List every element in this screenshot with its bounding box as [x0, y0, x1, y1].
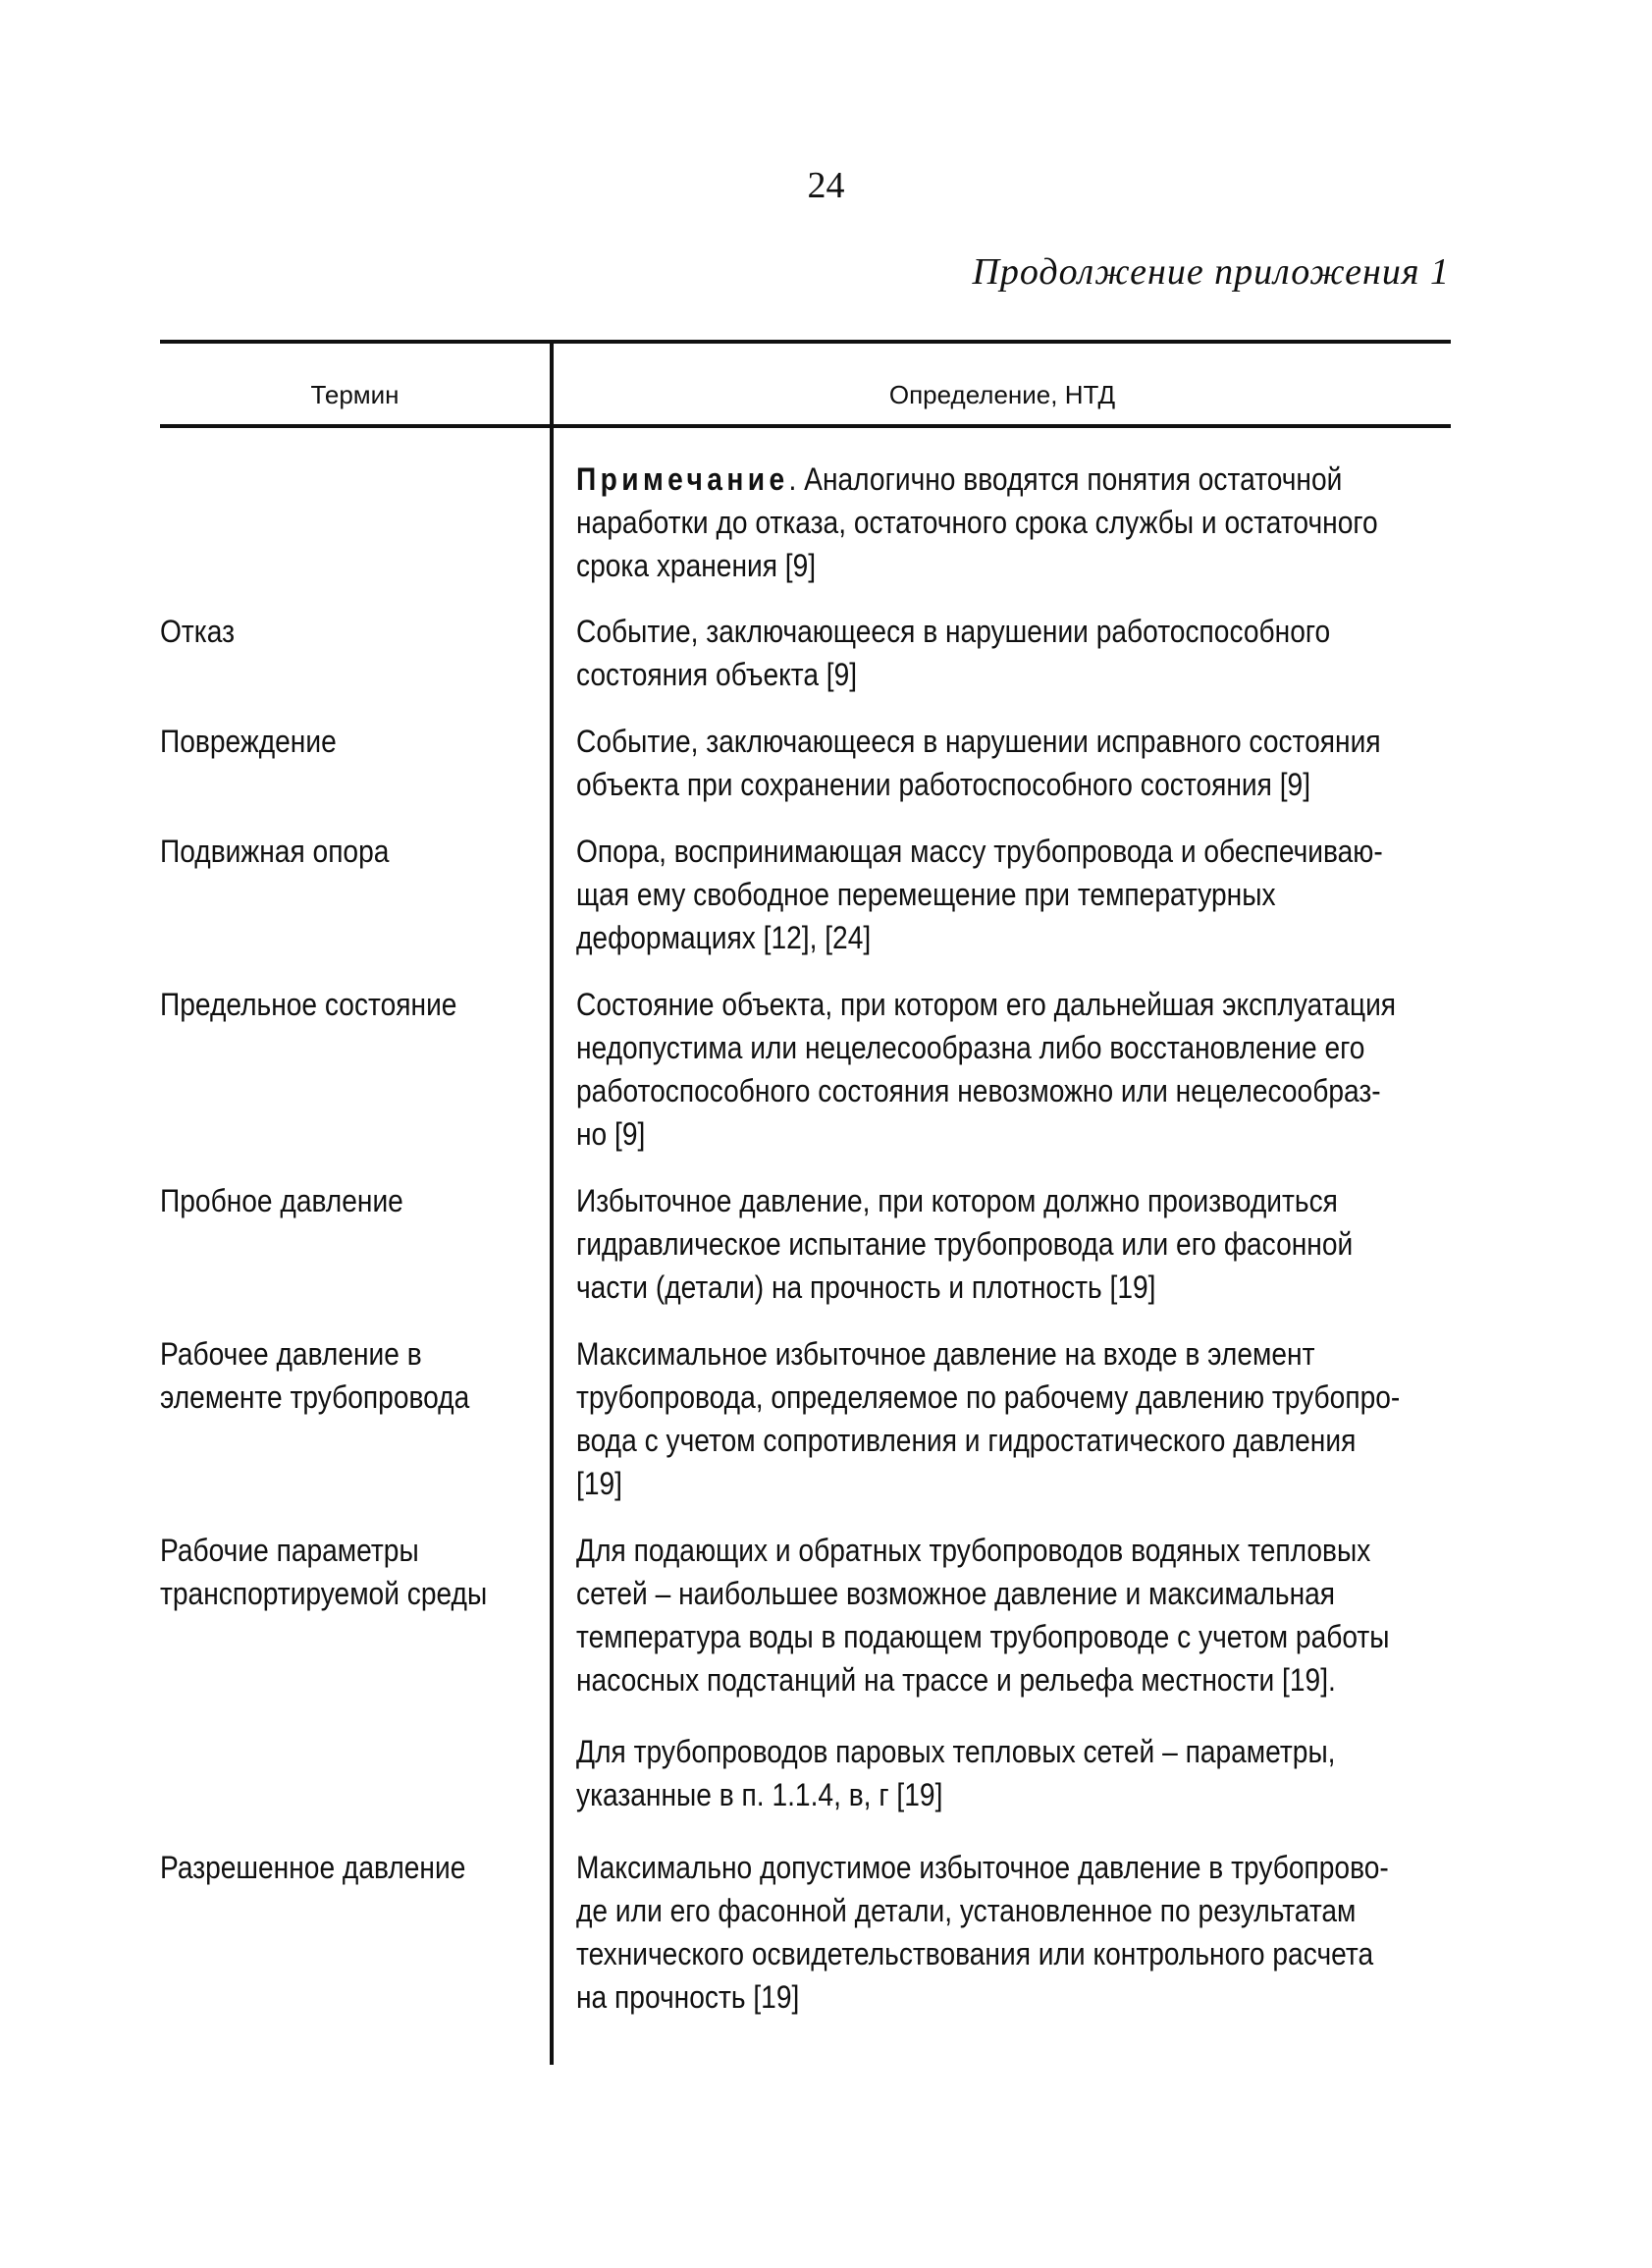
- definition-line: объекта при сохранении работоспособного состояния [9]: [576, 767, 1311, 802]
- term-probnoe-davlenie: Пробное давление: [160, 1183, 403, 1218]
- term-povrezhdenie: Повреждение: [160, 724, 337, 759]
- definition-line: деформациях [12], [24]: [576, 920, 872, 955]
- definition-line: Избыточное давление, при котором должно производиться: [576, 1183, 1338, 1218]
- note-text: . Аналогично вводятся понятия остаточной: [788, 461, 1343, 497]
- note-line: [576, 458, 1342, 501]
- term-predelnoe-sostoyanie: Предельное состояние: [160, 987, 457, 1022]
- note-line: наработки до отказа, остаточного срока службы и остаточного: [576, 505, 1378, 540]
- definition-line: работоспособного состояния невозможно или нецелесообраз-: [576, 1073, 1381, 1108]
- definition-line: состояния объекта [9]: [576, 657, 858, 692]
- definition-line: Событие, заключающееся в нарушении исправного состояния: [576, 724, 1381, 759]
- term-rabochee-davlenie: Рабочее давление в: [160, 1336, 422, 1372]
- definition-line: трубопровода, определяемое по рабочему давлению трубопро-: [576, 1379, 1401, 1415]
- definition-line: Состояние объекта, при котором его дальнейшая эксплуатация: [576, 987, 1397, 1022]
- page-number: 24: [807, 165, 845, 206]
- definition-line: но [9]: [576, 1116, 646, 1152]
- definition-line: Событие, заключающееся в нарушении работоспособного: [576, 614, 1331, 649]
- definition-line: части (детали) на прочность и плотность [19]: [576, 1269, 1156, 1305]
- term-otkaz: Отказ: [160, 614, 235, 649]
- table-column-divider: [550, 340, 554, 2065]
- definition-line: Для подающих и обратных трубопроводов водяных тепловых: [576, 1533, 1371, 1568]
- definition-line: Максимальное избыточное давление на входе в элемент: [576, 1336, 1315, 1372]
- header-definition: Определение, НТД: [888, 380, 1116, 409]
- definition-line: гидравлическое испытание трубопровода или его фасонной: [576, 1226, 1354, 1262]
- term-rabochee-davlenie: элементе трубопровода: [160, 1379, 470, 1415]
- definition-line: на прочность [19]: [576, 1979, 800, 2015]
- definition-line: насосных подстанций на трассе и рельефа местности [19].: [576, 1662, 1336, 1698]
- definition-line: сетей – наибольшее возможное давление и максимальная: [576, 1576, 1336, 1611]
- note-line: срока хранения [9]: [576, 548, 817, 583]
- definition-line: температура воды в подающем трубопроводе с учетом работы: [576, 1619, 1390, 1654]
- definition-line: де или его фасонной детали, установленное по результатам: [576, 1893, 1357, 1928]
- definition-line: [19]: [576, 1466, 622, 1501]
- term-podvizhnaya-opora: Подвижная опора: [160, 834, 390, 869]
- definition-line: вода с учетом сопротивления и гидростатического давления: [576, 1423, 1357, 1458]
- note-label: Примечание: [576, 461, 789, 497]
- table-top-rule: [160, 340, 1451, 344]
- definition-line: щая ему свободное перемещение при температурных: [576, 877, 1276, 912]
- header-term: Термин: [310, 380, 400, 409]
- term-razreshennoe-davlenie: Разрешенное давление: [160, 1850, 466, 1885]
- definition-line: Для трубопроводов паровых тепловых сетей – параметры,: [576, 1734, 1336, 1769]
- definition-line: указанные в п. 1.1.4, в, г [19]: [576, 1777, 943, 1812]
- term-rabochie-parametry: транспортируемой среды: [160, 1576, 488, 1611]
- definition-line: технического освидетельствования или контрольного расчета: [576, 1936, 1374, 1971]
- definition-line: Максимально допустимое избыточное давление в трубопрово-: [576, 1850, 1389, 1885]
- definition-line: недопустима или нецелесообразна либо восстановление его: [576, 1030, 1365, 1065]
- continuation-heading: Продолжение приложения 1: [972, 251, 1450, 293]
- term-rabochie-parametry: Рабочие параметры: [160, 1533, 419, 1568]
- definition-line: Опора, воспринимающая массу трубопровода и обеспечиваю-: [576, 834, 1383, 869]
- table-header-rule: [160, 424, 1451, 428]
